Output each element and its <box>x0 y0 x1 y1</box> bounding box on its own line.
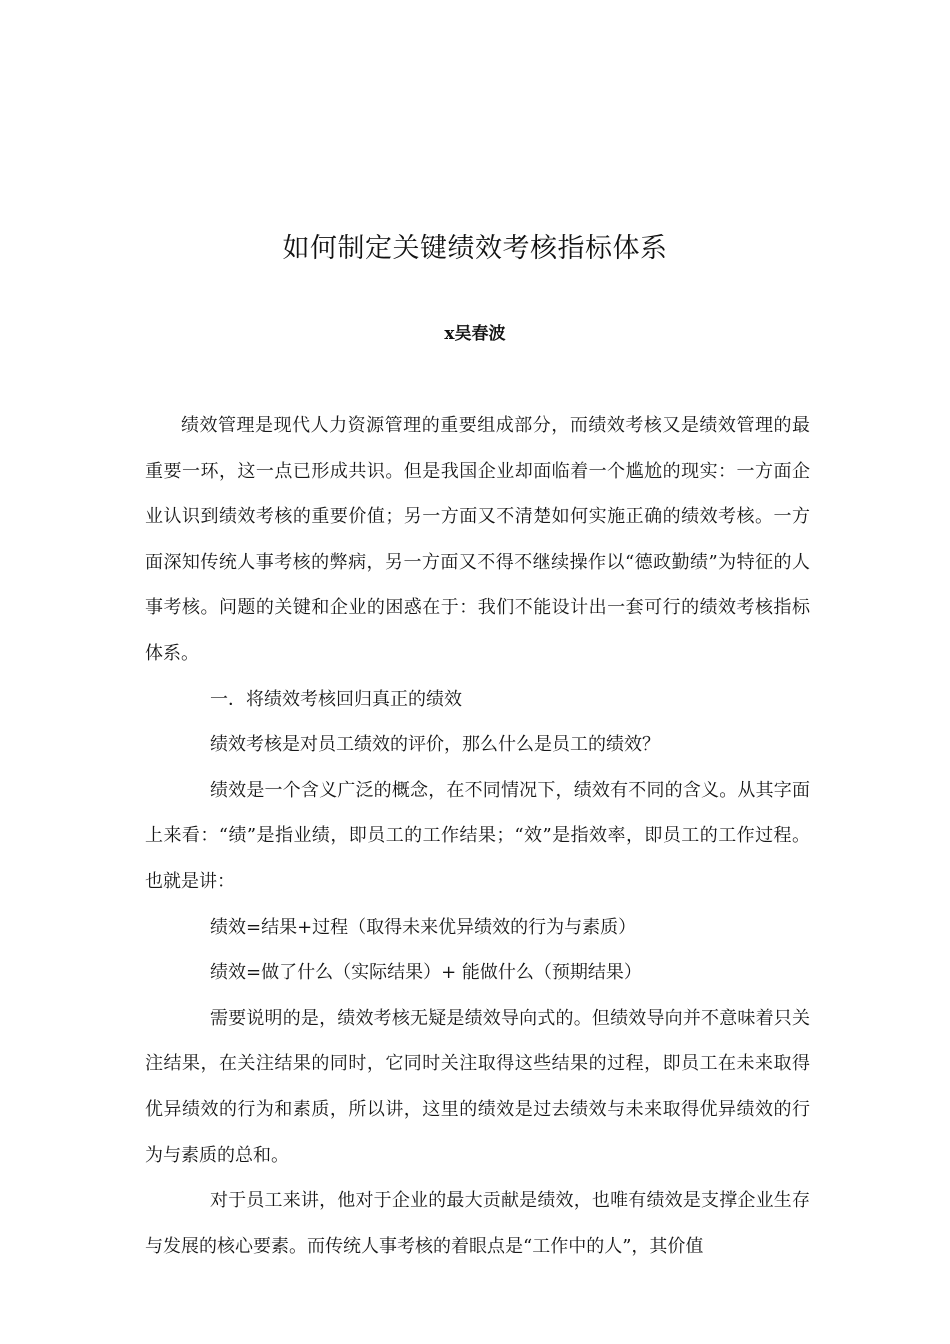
body-paragraph-contribution: 对于员工来讲，他对于企业的最大贡献是绩效，也唯有绩效是支撑企业生存与发展的核心要素。而传统人事考核的着眼点是“工作中的人”，其价值 <box>145 1190 810 1257</box>
body-paragraph-question: 绩效考核是对员工绩效的评价，那么什么是员工的绩效？ <box>210 734 660 756</box>
document-body <box>145 403 810 1269</box>
document-author: x吴春波 <box>444 324 506 344</box>
body-paragraph-intro: 绩效管理是现代人力资源管理的重要组成部分，而绩效考核又是绩效管理的最重要一环，这一点已形成共识。但是我国企业却面临着一个尴尬的现实：一方面企业认识到绩效考核的重要价值；另一方面又不清楚如何实施正确的绩效考核。一方面深知传统人事考核的弊病，另一方面又不得不继续操作以“德政勤绩”为特征的人事考核。问题的关键和企业的困惑在于：我们不能设计出一套可行的绩效考核指标体系。 <box>145 415 810 664</box>
document-title: 如何制定关键绩效考核指标体系 <box>282 233 668 264</box>
section-heading-1: 一．将绩效考核回归真正的绩效 <box>210 688 462 710</box>
formula-line-2: 绩效=做了什么（实际结果）+ 能做什么（预期结果） <box>210 962 642 984</box>
formula-line-1: 绩效=结果+过程（取得未来优异绩效的行为与素质） <box>210 916 637 938</box>
body-paragraph-definition: 绩效是一个含义广泛的概念，在不同情况下，绩效有不同的含义。从其字面上来看：“绩”是指业绩，即员工的工作结果；“效”是指效率，即员工的工作过程。也就是讲： <box>145 779 810 892</box>
body-paragraph-orientation: 需要说明的是，绩效考核无疑是绩效导向式的。但绩效导向并不意味着只关注结果，在关注结果的同时，它同时关注取得这些结果的过程，即员工在未来取得优异绩效的行为和素质，所以讲，这里的绩效是过去绩效与未来取得优异绩效的行为与素质的总和。 <box>145 1007 810 1166</box>
